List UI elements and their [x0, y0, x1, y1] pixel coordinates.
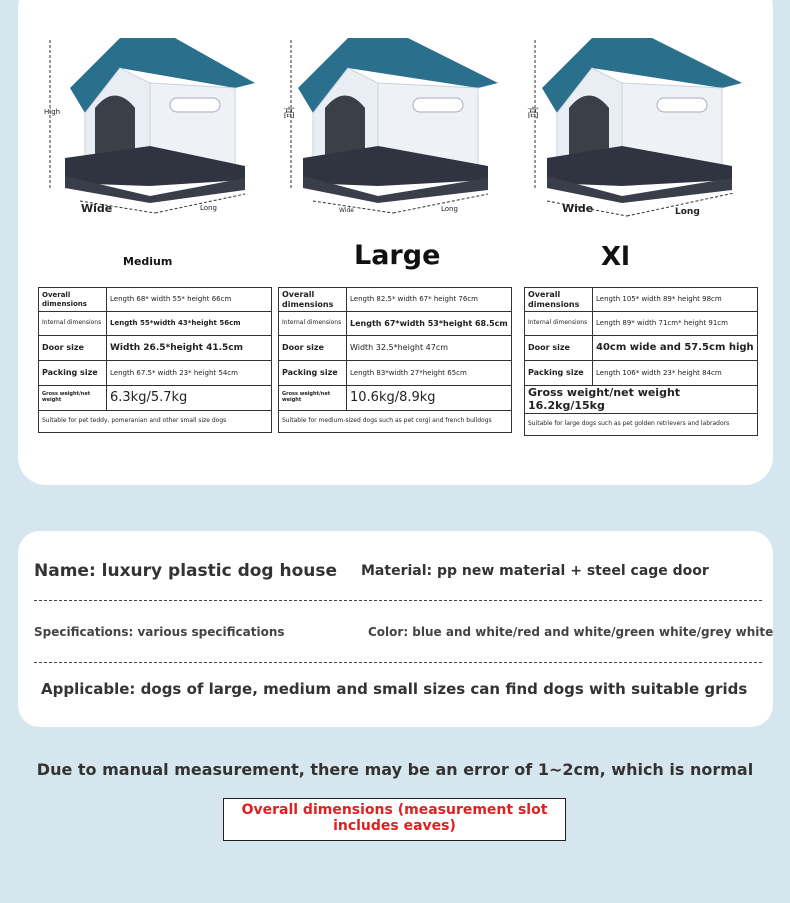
highlight-box: Overall dimensions (measurement slot includes eaves) — [223, 798, 566, 841]
size-title-xl: Xl — [601, 242, 630, 272]
spec-key: Packing size — [279, 361, 347, 386]
product-colors: Color: blue and white/red and white/green white/grey white — [368, 625, 774, 639]
spec-value: Length 105* width 89* height 98cm — [593, 288, 758, 312]
divider — [34, 662, 762, 663]
suitable-note: Suitable for pet teddy, pomeranian and other small size dogs — [39, 411, 272, 433]
product-name: Name: luxury plastic dog house — [34, 561, 338, 581]
spec-key: Internal dimensions — [279, 312, 347, 336]
spec-value: Length 82.5* width 67* height 76cm — [347, 288, 512, 312]
spec-key: Overall dimensions — [39, 288, 107, 312]
spec-key: Door size — [39, 336, 107, 361]
spec-key: Overall dimensions — [525, 288, 593, 312]
spec-value: Gross weight/net weight 16.2kg/15kg — [525, 386, 758, 414]
long-label: Long — [441, 205, 458, 213]
spec-key: Packing size — [39, 361, 107, 386]
spec-table-xl — [524, 287, 758, 436]
spec-key: Internal dimensions — [39, 312, 107, 336]
spec-value: Length 89* width 71cm* height 91cm — [593, 312, 758, 336]
spec-value: 6.3kg/5.7kg — [107, 386, 272, 411]
spec-table-medium — [38, 287, 272, 433]
dog-house-image — [40, 28, 270, 228]
product-applicable: Applicable: dogs of large, medium and small sizes can find dogs with suitable grids — [41, 680, 748, 698]
divider — [34, 600, 762, 601]
spec-value: Length 106* width 23* height 84cm — [593, 361, 758, 386]
spec-table-large — [278, 287, 512, 433]
spec-key: Overall dimensions — [279, 288, 347, 312]
spec-value: Width 32.5*height 47cm — [347, 336, 512, 361]
height-label: 高 — [527, 106, 540, 120]
spec-value: Length 83*width 27*height 65cm — [347, 361, 512, 386]
suitable-note: Suitable for large dogs such as pet golden retrievers and labradors — [525, 414, 758, 436]
product-specifications: Specifications: various specifications — [34, 625, 285, 639]
spec-key: Door size — [525, 336, 593, 361]
spec-value: Length 68* width 55* height 66cm — [107, 288, 272, 312]
dog-house-image — [283, 28, 513, 228]
size-title-medium: Medium — [123, 255, 173, 268]
wide-label: Wide — [562, 202, 594, 215]
spec-value: Length 55*width 43*height 56cm — [107, 312, 272, 336]
size-title-large: Large — [354, 240, 441, 271]
long-label: Long — [675, 207, 700, 217]
spec-key: Gross weight/net weight — [39, 386, 107, 411]
spec-key: Door size — [279, 336, 347, 361]
spec-key: Gross weight/net weight — [279, 386, 347, 411]
spec-value: 40cm wide and 57.5cm high — [593, 336, 758, 361]
long-label: Long — [200, 204, 217, 212]
height-label: 高 — [283, 106, 296, 120]
suitable-note: Suitable for medium-sized dogs such as pet corgi and french bulldogs — [279, 411, 512, 433]
spec-key: Packing size — [525, 361, 593, 386]
dog-house-xl — [527, 28, 757, 228]
spec-value: Length 67*width 53*height 68.5cm — [347, 312, 512, 336]
spec-value: 10.6kg/8.9kg — [347, 386, 512, 411]
spec-value: Length 67.5* width 23* height 54cm — [107, 361, 272, 386]
product-material: Material: pp new material + steel cage door — [361, 563, 709, 579]
spec-value: Width 26.5*height 41.5cm — [107, 336, 272, 361]
measurement-note: Due to manual measurement, there may be an error of 1~2cm, which is normal — [36, 760, 754, 779]
dog-house-image — [527, 28, 757, 228]
dog-house-large — [283, 28, 513, 228]
wide-label: Wide — [339, 207, 354, 214]
height-label: High — [44, 108, 61, 116]
dog-house-medium — [40, 28, 270, 228]
wide-label: Wide — [81, 202, 113, 215]
spec-key: Internal dimensions — [525, 312, 593, 336]
